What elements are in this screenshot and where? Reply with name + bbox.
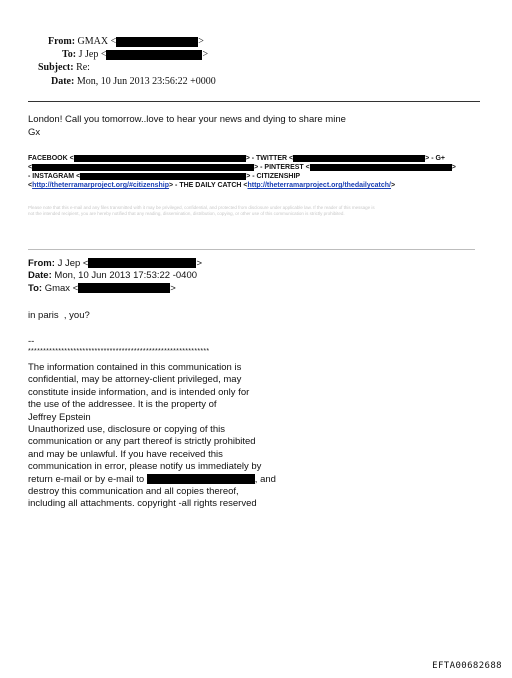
redaction-block <box>32 164 254 171</box>
instagram-label: - INSTAGRAM < <box>28 173 81 180</box>
date-label: Date: <box>51 76 75 87</box>
link-open: < <box>28 182 33 189</box>
notice-line: destroy this communication and all copies thereof, <box>28 486 239 498</box>
to-label: To: <box>62 49 77 60</box>
gplus-label: > - G+ <box>425 155 445 162</box>
link-close: > <box>169 182 174 189</box>
quoted-from-row <box>28 258 202 271</box>
notice-email-prefix: return e-mail or by e-mail to <box>28 473 145 485</box>
sig-social-row-1 <box>28 154 445 163</box>
header-from-row <box>48 35 204 48</box>
notice-line: the use of the addressee. It is the property of <box>28 399 217 411</box>
redaction-block <box>310 164 452 171</box>
faint-disclaimer-1: Please note that this e-mail and any files transmitted with it may be privileged, confidential, and protected from disclosure under applicable law. If the reader of this message is <box>28 205 375 210</box>
header-divider <box>28 101 480 102</box>
to-value: J Jep < <box>78 49 107 60</box>
quoted-to-row <box>28 283 176 296</box>
header-to-row <box>62 48 208 61</box>
citizenship-label: > - CITIZENSHIP <box>246 173 301 180</box>
notice-line: The information contained in this communication is <box>28 362 242 373</box>
daily-catch-label: - THE DAILY CATCH < <box>173 182 248 189</box>
notice-line: communication in error, please notify us immediately by <box>28 461 262 473</box>
faint-disclaimer-2: not the intended recipient, you are hereby notified that any reading, dissemination, distribution, copying, or other use of this communication is strictly prohibited. <box>28 211 345 216</box>
citizenship-link[interactable]: http://theterramarproject.org/#citizenship <box>32 182 170 189</box>
quoted-to-label: To: <box>28 283 43 294</box>
notice-email-suffix: , and <box>254 473 276 485</box>
subject-label: Subject: <box>38 62 74 73</box>
quoted-date-row <box>28 270 197 283</box>
subject-value: Re: <box>76 62 90 73</box>
notice-line: Unauthorized use, disclosure or copying of this <box>28 424 225 436</box>
notice-line: including all attachments. copyright -all rights reserved <box>28 498 257 510</box>
notice-line: Jeffrey Epstein <box>28 411 91 423</box>
redaction-block <box>74 155 246 162</box>
quoted-to-value: Gmax < <box>44 283 79 294</box>
quoted-to-close: > <box>170 283 176 294</box>
close-bracket: > <box>451 164 456 171</box>
reply-line-1: London! Call you tomorrow..love to hear your news and dying to share mine <box>28 114 346 125</box>
to-close: > <box>202 49 209 60</box>
quoted-from-label: From: <box>28 258 55 269</box>
facebook-label: FACEBOOK < <box>28 155 74 162</box>
asterisk-divider: ************************************************************ <box>28 348 210 355</box>
notice-line: confidential, may be attorney-client privileged, may <box>28 374 242 386</box>
notice-email-line <box>28 474 276 486</box>
bates-number: EFTA00682688 <box>432 661 502 671</box>
pinterest-label: > - PINTEREST < <box>254 164 310 171</box>
quoted-from-value: J Jep < <box>57 258 89 269</box>
from-value: GMAX < <box>77 36 117 47</box>
from-label: From: <box>48 36 76 47</box>
sig-social-row-4 <box>28 181 395 190</box>
sig-social-row-3 <box>28 172 300 181</box>
open-bracket: < <box>28 164 33 171</box>
redaction-block <box>80 173 246 180</box>
redaction-block <box>116 37 198 47</box>
header-date-row <box>51 75 216 88</box>
from-close: > <box>198 36 204 47</box>
redaction-block <box>88 258 196 268</box>
quoted-from-close: > <box>196 258 203 269</box>
redaction-block <box>78 283 170 293</box>
notice-line: communication or any part thereof is strictly prohibited <box>28 436 256 448</box>
quoted-message: in paris , you? <box>28 310 90 321</box>
daily-catch-link[interactable]: http://theterramarproject.org/thedailycatch/ <box>247 182 391 189</box>
quoted-date-label: Date: <box>28 270 52 281</box>
twitter-label: > - TWITTER < <box>245 155 294 162</box>
link-close: > <box>391 182 396 189</box>
quoted-date-value: Mon, 10 Jun 2013 17:53:22 -0400 <box>54 270 198 281</box>
notice-line: and may be unlawful. If you have received this <box>28 448 223 460</box>
redaction-block <box>147 474 255 484</box>
header-subject-row <box>38 61 90 74</box>
quoted-divider <box>28 249 475 250</box>
redaction-block <box>293 155 425 162</box>
notice-line: constitute inside information, and is intended only for <box>28 386 250 398</box>
sig-dashes: -- <box>28 336 35 347</box>
date-value: Mon, 10 Jun 2013 23:56:22 +0000 <box>76 76 216 87</box>
redaction-block <box>106 50 202 60</box>
reply-line-2: Gx <box>28 127 41 138</box>
confidentiality-notice <box>28 362 276 511</box>
sig-social-row-2 <box>28 163 456 172</box>
